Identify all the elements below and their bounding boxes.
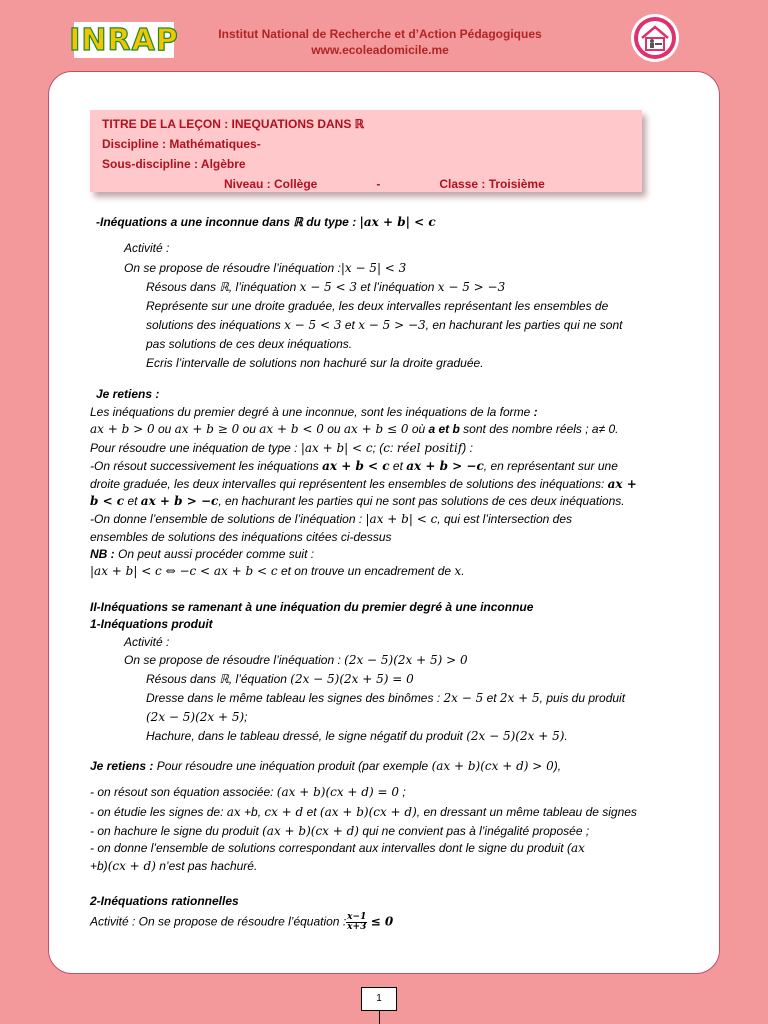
- inrap-logo: INRAP: [69, 22, 179, 58]
- text-line-l06: solutions des inéquations x − 5 < 3 et x − 5 > −3, en hachurant les parties qui ne sont: [146, 318, 623, 332]
- text-line-l04: Résous dans ℝ, l’inéquation x − 5 < 3 et l’inéquation x − 5 > −3: [146, 280, 506, 294]
- text-line-l01: -Inéquations a une inconnue dans ℝ du type : |ax + b| < c: [96, 215, 436, 229]
- text-line-l21: 1-Inéquations produit: [90, 617, 213, 631]
- text-line-l27: Hachure, dans le tableau dressé, le signe négatif du produit (2x − 5)(2x + 5).: [146, 729, 568, 743]
- text-line-l02: Activité :: [124, 241, 170, 255]
- text-line-l26: (2x − 5)(2x + 5);: [146, 710, 248, 724]
- text-line-l08: Ecris l’intervalle de solutions non hachuré sur la droite graduée.: [146, 356, 484, 370]
- text-line-l34: 2-Inéquations rationnelles: [90, 894, 239, 908]
- text-line-l30: - on étudie les signes de: ax +b, cx + d et (ax + b)(cx + d), en dressant un même tableau de signes: [90, 805, 637, 819]
- page-line-divider: [379, 1011, 380, 1024]
- text-line-l11: ax + b > 0 ou ax + b ≥ 0 ou ax + b < 0 ou ax + b ≤ 0 où a et b sont des nombre réels ; a≠ 0.: [90, 422, 619, 436]
- text-line-l35: Activité : On se propose de résoudre l’équation : $\frac{x-1}{x+3}$ ≤ 0: [90, 912, 394, 932]
- text-line-l25: Dresse dans le même tableau les signes des binômes : 2x − 5 et 2x + 5, puis du produit: [146, 691, 626, 705]
- text-line-l15: b < c et ax + b > −c, en hachurant les parties qui ne sont pas solutions de ces deux inéquations.: [90, 494, 625, 508]
- text-line-l20: II-Inéquations se ramenant à une inéquation du premier degré à une inconnue: [90, 600, 534, 614]
- text-line-l29: - on résout son équation associée: (ax + b)(cx + d) = 0 ;: [90, 785, 406, 799]
- text-line-l16: -On donne l’ensemble de solutions de l’inéquation : |ax + b| < c, qui est l’intersection des: [90, 512, 573, 526]
- discipline: Discipline : Mathématiques-: [102, 137, 261, 151]
- text-line-l18: NB : On peut aussi procéder comme suit :: [90, 547, 315, 561]
- text-line-l19: |ax + b| < c ⇔ −c < ax + b < c et on trouve un encadrement de x.: [90, 564, 465, 578]
- lesson-title: TITRE DE LA LEÇON : INEQUATIONS DANS ℝ: [102, 117, 365, 131]
- text-line-l24: Résous dans ℝ, l’équation (2x − 5)(2x + 5) = 0: [146, 672, 414, 686]
- text-line-l14: droite graduée, les deux intervalles qui représentent les ensembles de solutions des inéquations: ax +: [90, 477, 637, 491]
- classe: Classe : Troisième: [439, 177, 545, 191]
- text-line-l31: - on hachure le signe du produit (ax + b)(cx + d) qui ne convient pas à l’inégalité proposée ;: [90, 824, 590, 838]
- text-line-l32: - on donne l’ensemble de solutions correspondant aux intervalles dont le signe du produit (ax: [90, 841, 585, 855]
- text-line-l23: On se propose de résoudre l’inéquation : (2x − 5)(2x + 5) > 0: [124, 653, 468, 667]
- text-line-l22: Activité :: [124, 635, 170, 649]
- text-line-l13: -On résout successivement les inéquations ax + b < c et ax + b > −c, en représentant sur une: [90, 459, 618, 473]
- text-line-l10: Les inéquations du premier degré à une inconnue, sont les inéquations de la forme :: [90, 405, 538, 419]
- text-line-l09: Je retiens :: [96, 387, 160, 401]
- text-line-l28: Je retiens : Pour résoudre une inéquation produit (par exemple (ax + b)(cx + d) > 0),: [90, 759, 562, 773]
- text-line-l03: On se propose de résoudre l’inéquation :|x − 5| < 3: [124, 261, 407, 275]
- house-reader-logo-icon: [631, 14, 679, 62]
- text-line-l33: +b)(cx + d) n’est pas hachuré.: [90, 859, 258, 873]
- institute-name: Institut National de Recherche et d’Action Pédagogiques: [218, 27, 542, 41]
- niveau: Niveau : Collège: [224, 177, 318, 191]
- separator: -: [376, 177, 381, 191]
- level-row: [102, 174, 630, 194]
- text-line-l07: pas solutions de ces deux inéquations.: [146, 337, 353, 351]
- website-link[interactable]: www.ecoleadomicile.me: [311, 43, 449, 57]
- text-line-l17: ensembles de solutions des inéquations citées ci-dessus: [90, 530, 392, 544]
- page-number: 1: [361, 987, 397, 1011]
- text-line-l12: Pour résoudre une inéquation de type : |ax + b| < c; (c: réel positif) :: [90, 441, 473, 455]
- text-line-l05: Représente sur une droite graduée, les deux intervalles représentant les ensembles de: [146, 299, 609, 313]
- lesson-title-box: [90, 110, 642, 192]
- sous-discipline: Sous-discipline : Algèbre: [102, 157, 246, 171]
